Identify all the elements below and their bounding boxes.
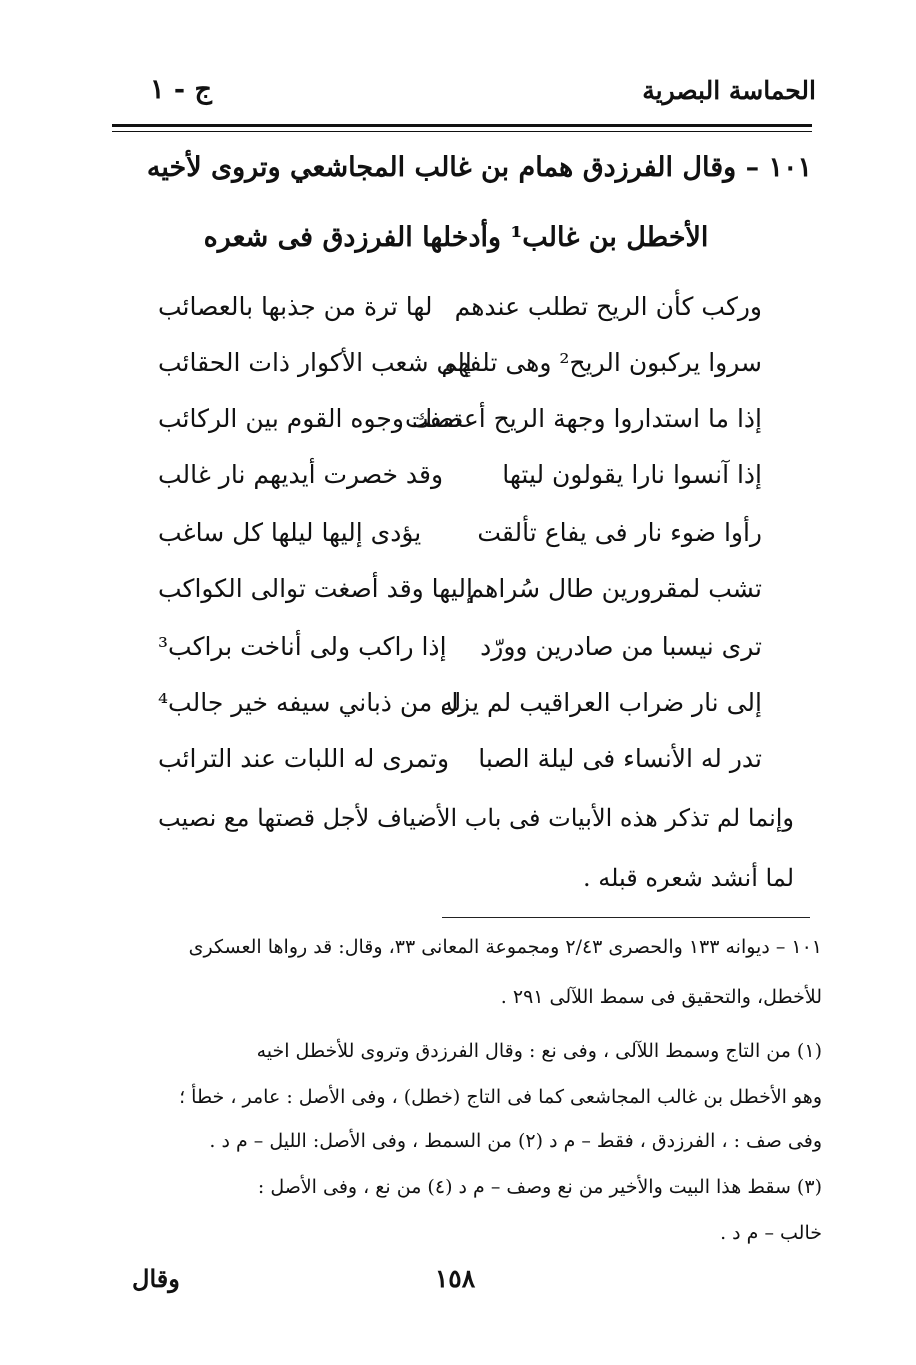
verse-second-hemistich: له من ذباني سيفه خير جالب⁴ [158,688,462,717]
verse-line [130,688,762,728]
verse-second-hemistich: إليها وقد أصغت توالى الكواكب [158,574,473,603]
verse-first-hemistich: رأوا ضوء نار فى يفاع تألقت [477,518,762,547]
footnote-line: ١٠١ – ديوانه ١٣٣ والحصرى ٢/٤٣ ومجموعة المعانى ٣٣، وقال: قد رواها العسكرى [188,936,822,958]
verse-second-hemistich: إلى شعب الأكوار ذات الحقائب [158,348,472,377]
verse-second-hemistich: تصك وجوه القوم بين الركائب [158,404,462,433]
verse-second-hemistich: لها ترة من جذبها بالعصائب [158,292,433,321]
footnote-line: (٣) سقط هذا البيت والأخير من نع وصف – م د (٤) من نع ، وفى الأصل : [257,1176,822,1198]
verse-second-hemistich: يؤدى إليها ليلها كل ساغب [158,518,422,547]
footnote-line: خالب – م د . [720,1222,822,1244]
prose-line-1: وإنما لم تذكر هذه الأبيات فى باب الأضياف لأجل قصتها مع نصيب [157,804,794,832]
verse-line [130,518,762,558]
prose-line-2: لما أنشد شعره قبله . [582,864,794,892]
footnote-line: للأخطل، والتحقيق فى سمط اللآلى ٢٩١ . [500,986,822,1008]
footnote-line: (١) من التاج وسمط اللآلى ، وفى نع : وقال الفرزدق وتروى للأخطل اخيه [256,1040,822,1062]
catchword: وقال [132,1264,180,1293]
verse-second-hemistich: وتمرى له اللبات عند الترائب [158,744,450,773]
verse-line [130,292,762,332]
verse-line [130,744,762,784]
header-rule-thin [112,131,812,132]
verse-first-hemistich: وركب كأن الريح تطلب عندهم [454,292,762,321]
poem-heading-line-2: الأخطل بن غالب¹ وأدخلها الفرزدق فى شعره [203,222,709,253]
verse-first-hemistich: إلى نار ضراب العراقيب لم يزل [440,688,762,717]
verse-first-hemistich: تدر له الأنساء فى ليلة الصبا [478,744,762,773]
running-head-title: الحماسة البصرية [642,76,816,105]
verse-line [130,404,762,444]
poem-heading-line-1: ١٠١ – وقال الفرزدق همام بن غالب المجاشعي وتروى لأخيه [146,152,812,183]
footnote-separator [442,917,810,918]
footnote-line: وفى صف : ، الفرزدق ، فقط – م د (٢) من السمط ، وفى الأصل: الليل – م د . [209,1130,822,1152]
page-number: ١٥٨ [434,1264,476,1293]
verse-first-hemistich: ترى نيسبا من صادرين وورّد [480,632,762,661]
verse-line [130,632,762,672]
verse-first-hemistich: سروا يركبون الريح² وهى تلفهم [441,348,762,377]
verse-second-hemistich: إذا راكب ولى أناخت براكب³ [158,632,447,661]
verse-line [130,574,762,614]
verse-first-hemistich: إذا آنسوا نارا يقولون ليتها [502,460,762,489]
header-rule-thick [112,124,812,127]
verse-first-hemistich: تشب لمقرورين طال سُراهم [468,574,762,603]
verse-first-hemistich: إذا ما استداروا وجهة الريح أعصفت [404,404,762,433]
verse-line [130,348,762,388]
footnote-line: وهو الأخطل بن غالب المجاشعى كما فى التاج (خطل) ، وفى الأصل : عامر ، خطأ ؛ [179,1086,822,1108]
running-head-volume: ج - ١ [150,74,212,105]
verse-second-hemistich: وقد خصرت أيديهم نار غالب [158,460,444,489]
verse-line [130,460,762,500]
